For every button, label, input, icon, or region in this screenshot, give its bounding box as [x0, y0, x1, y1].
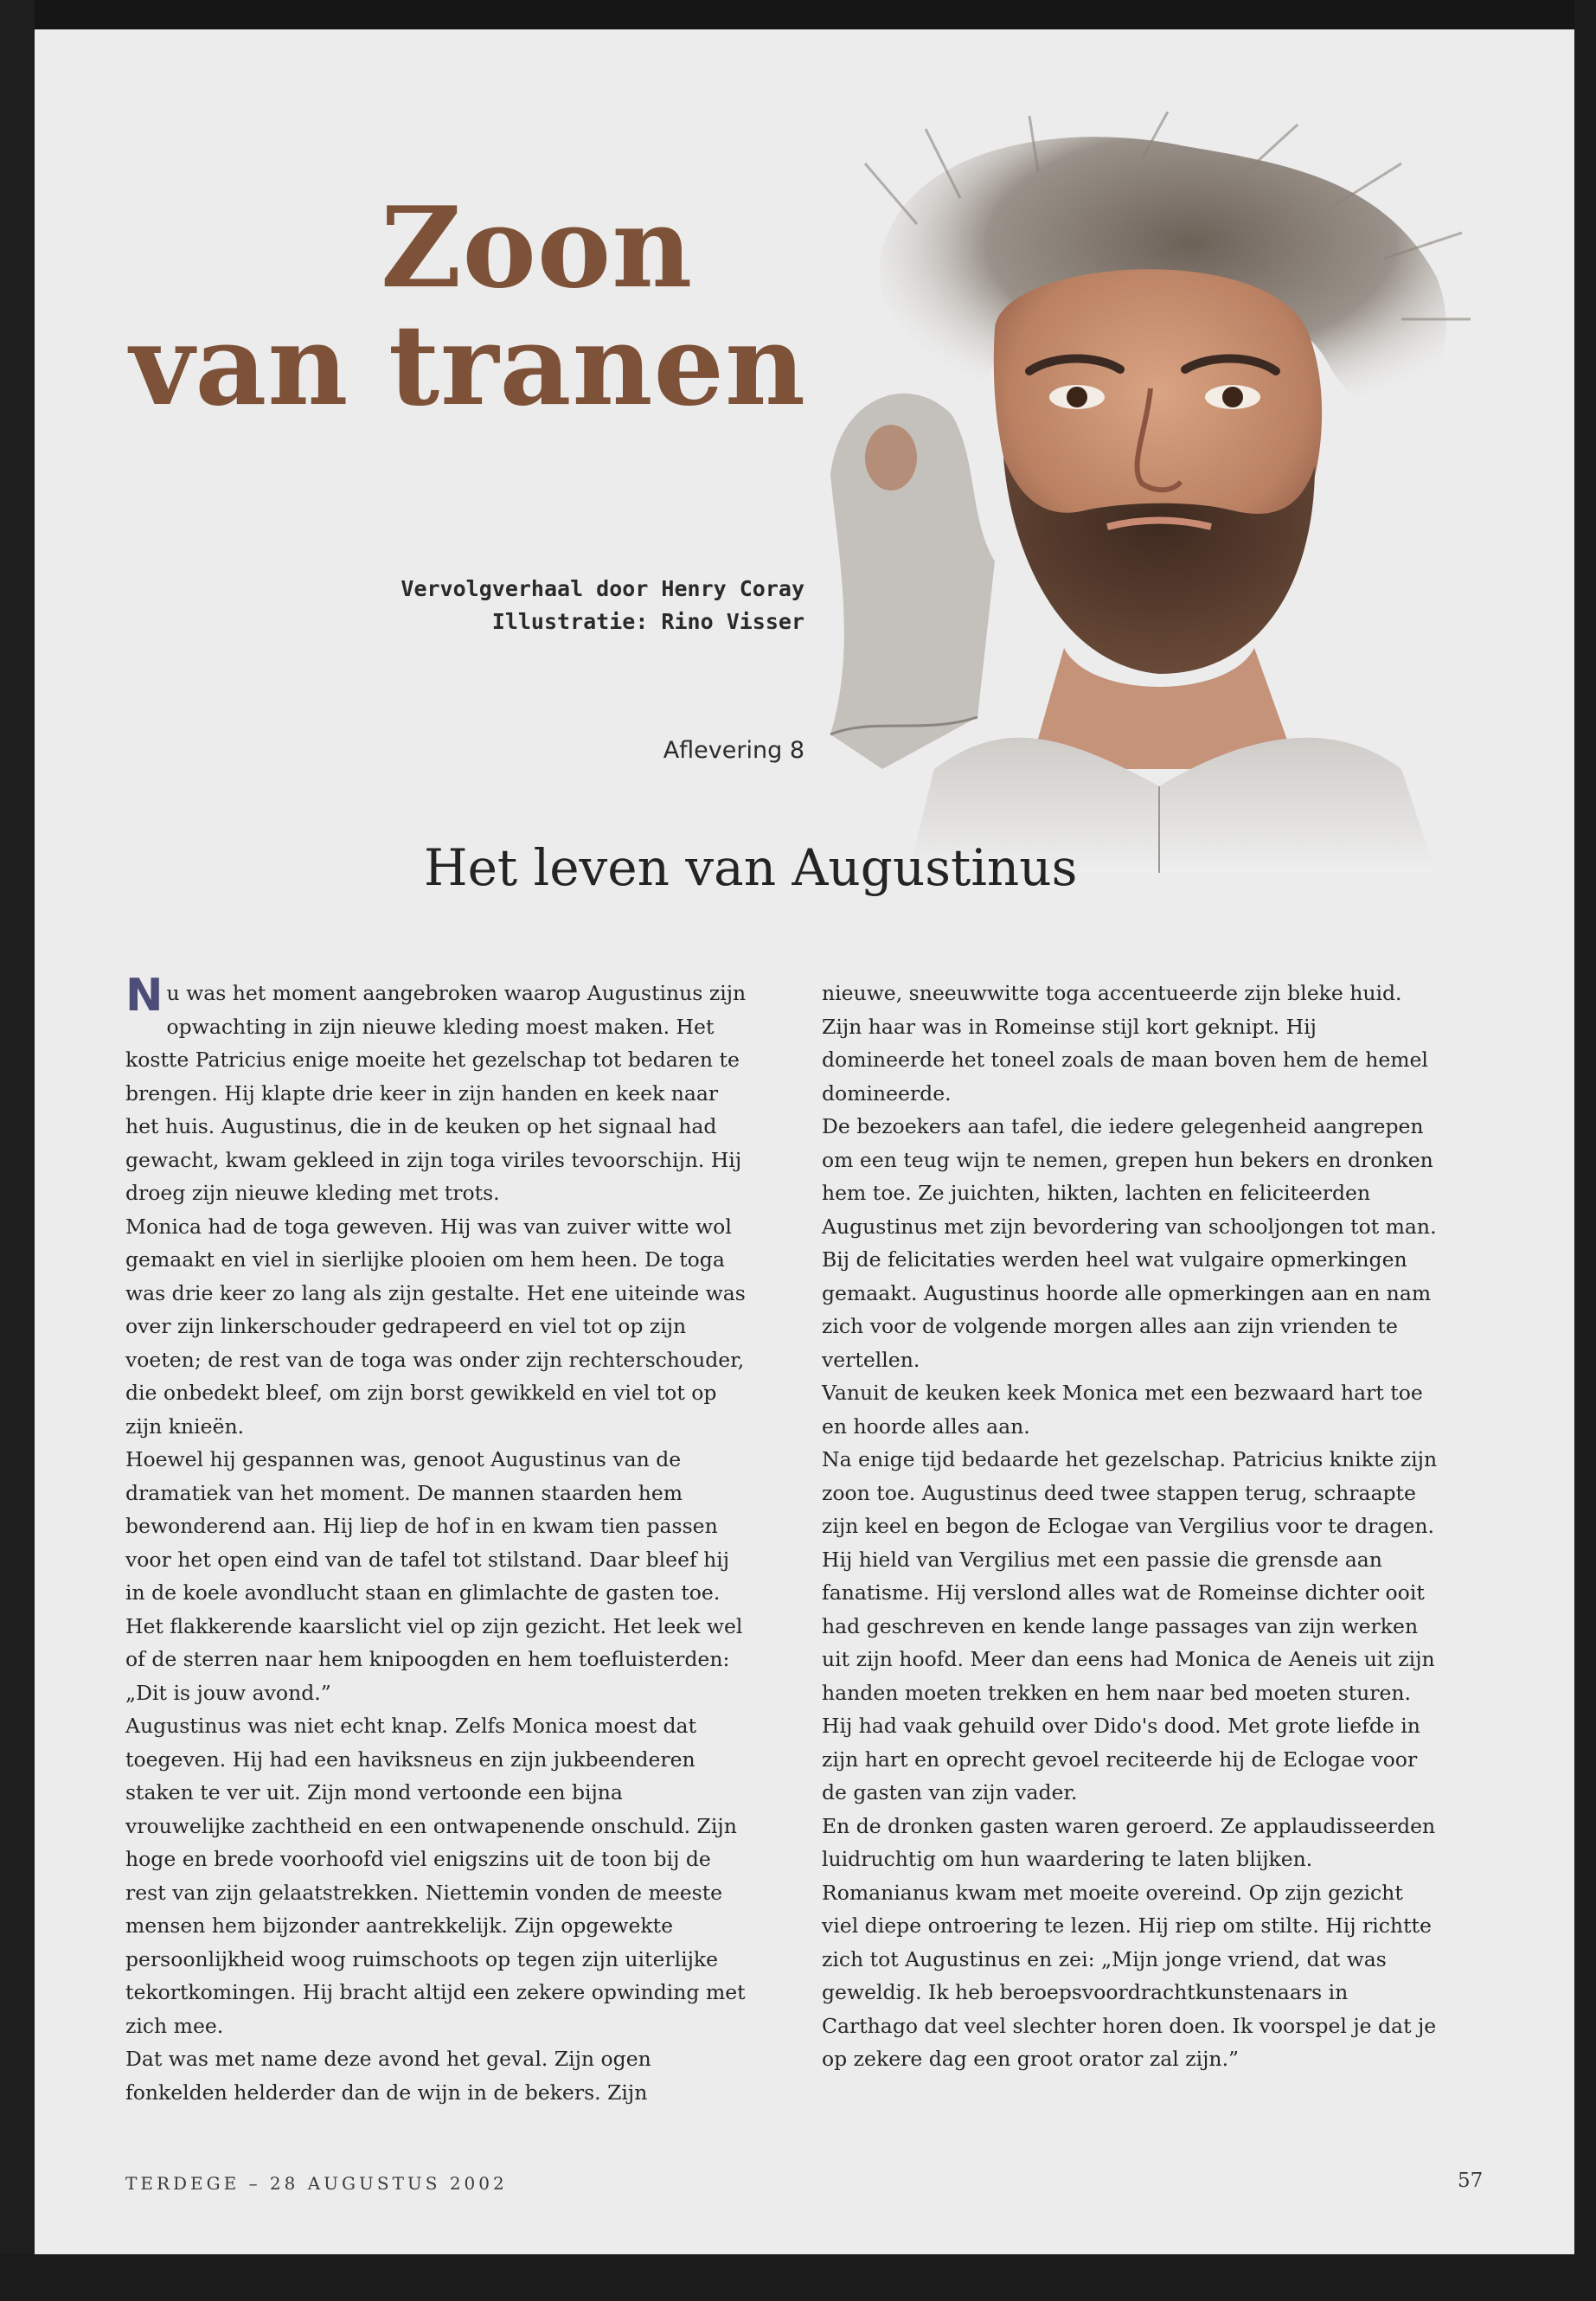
paragraph: Monica had de toga geweven. Hij was van zuiver witte wol gemaakt en viel in sierlijke plooien om hem heen. De toga was drie keer zo lang als zijn gestalte. Het ene uiteinde was over zijn linkerschouder gedrapeerd en viel tot op zijn voeten; de rest van de toga was onder zijn rechterschouder, die onbedekt bleef, om zijn borst gewikkeld en viel tot op zijn knieën.: [125, 1214, 746, 1439]
paragraph: Na enige tijd bedaarde het gezelschap. Patricius knikte zijn zoon toe. Augustinus deed twee stappen terug, schraapte zijn keel en begon de Eclogae van Vergilius voor te dragen. Hij hield van Vergilius met een passie die grensde aan fanatisme. Hij verslond alles wat de Romeinse dichter ooit had geschreven en kende lange passages van zijn werken uit zijn hoofd. Meer dan eens had Monica de Aeneis uit zijn handen moeten trekken en hem naar bed moeten sturen. Hij had vaak gehuild over Dido's dood. Met grote liefde in zijn hart en oprecht gevoel reciteerde hij de Eclogae voor de gasten van zijn vader.: [822, 1447, 1438, 1804]
byline-illustration: Illustratie: Rino Visser: [491, 609, 804, 634]
byline: [401, 573, 804, 638]
portrait-illustration: [779, 112, 1522, 873]
paragraph-text: u was het moment aangebroken waarop Augustinus zijn opwachting in zijn nieuwe kleding moest maken. Het kostte Patricius enige moeite het gezelschap tot bedaren te brengen. Hij klapte drie keer in zijn handen en keek naar het huis. Augustinus, die in de keuken op het signaal had gewacht, kwam gekleed in zijn toga viriles tevoorschijn. Hij droeg zijn nieuwe kleding met trots.: [125, 981, 747, 1205]
text-column-right: [822, 977, 1445, 2076]
scan-border-bottom: [0, 2254, 1596, 2301]
title-line-1: Zoon: [381, 183, 694, 313]
scan-border-right: [1574, 0, 1596, 2301]
scan-border-left: [0, 0, 35, 2301]
paragraph: Dat was met name deze avond het geval. Zijn ogen fonkelden helderder dan de wijn in de bekers. Zijn: [125, 2047, 651, 2105]
page-number: 57: [1458, 2170, 1484, 2192]
article-title: [130, 183, 806, 431]
episode-label: Aflevering 8: [663, 737, 804, 764]
byline-author: Vervolgverhaal door Henry Coray: [401, 576, 804, 601]
magazine-page: [35, 29, 1574, 2254]
paragraph: En de dronken gasten waren geroerd. Ze applaudisseerden luidruchtig om hun waardering te laten blijken. Romanianus kwam met moeite overeind. Op zijn gezicht viel diepe ontroering te lezen. Hij riep om stilte. Hij richtte zich tot Augustinus en zei: „Mijn jonge vriend, dat was geweldig. Ik heb beroepsvoordrachtkunstenaars in Carthago dat veel slechter horen doen. Ik voorspel je dat je op zekere dag een groot orator zal zijn.”: [822, 1813, 1437, 2071]
paragraph: Hoewel hij gespannen was, genoot Augustinus van de dramatiek van het moment. De mannen staarden hem bewonderend aan. Hij liep de hof in en kwam tien passen voor het open eind van de tafel tot stilstand. Daar bleef hij in de koele avondlucht staan en glimlachte de gasten toe. Het flakkerende kaarslicht viel op zijn gezicht. Het leek wel of de sterren naar hem knipoogden en hem toefluisterden: „Dit is jouw avond.”: [125, 1447, 743, 1705]
text-column-left: [125, 970, 748, 2109]
paragraph: nieuwe, sneeuwwitte toga accentueerde zijn bleke huid. Zijn haar was in Romeinse stijl kort geknipt. Hij domineerde het toneel zoals de maan boven hem de hemel domineerde.: [822, 981, 1428, 1106]
paragraph: Augustinus was niet echt knap. Zelfs Monica moest dat toegeven. Hij had een haviksneus en zijn jukbeenderen staken te ver uit. Zijn mond vertoonde een bijna vrouwelijke zachtheid en een ontwapenende onschuld. Zijn hoge en brede voorhoofd viel enigszins uit de toon bij de rest van zijn gelaatstrekken. Niettemin vonden de meeste mensen hem bijzonder aantrekkelijk. Zijn opgewekte persoonlijkheid woog ruimschoots op tegen zijn uiterlijke tekortkomingen. Hij bracht altijd een zekere opwinding met zich mee.: [125, 1714, 746, 2038]
footer-publication: TERDEGE – 28 AUGUSTUS 2002: [125, 2173, 508, 2194]
title-line-2: van tranen: [130, 301, 806, 431]
scan-border-top: [0, 0, 1596, 29]
paragraph: De bezoekers aan tafel, die iedere gelegenheid aangrepen om een teug wijn te nemen, grepen hun bekers en dronken hem toe. Ze juichten, hikten, lachten en feliciteerden Augustinus met zijn bevordering van schooljongen tot man. Bij de felicitaties werden heel wat vulgaire opmerkingen gemaakt. Augustinus hoorde alle opmerkingen aan en nam zich voor de volgende morgen alles aan zijn vrienden te vertellen.: [822, 1114, 1437, 1372]
drop-cap: N: [125, 970, 163, 1022]
paragraph: Vanuit de keuken keek Monica met een bezwaard hart toe en hoorde alles aan.: [822, 1381, 1423, 1439]
article-subtitle: Het leven van Augustinus: [424, 838, 1078, 897]
paragraph: [125, 970, 748, 1210]
